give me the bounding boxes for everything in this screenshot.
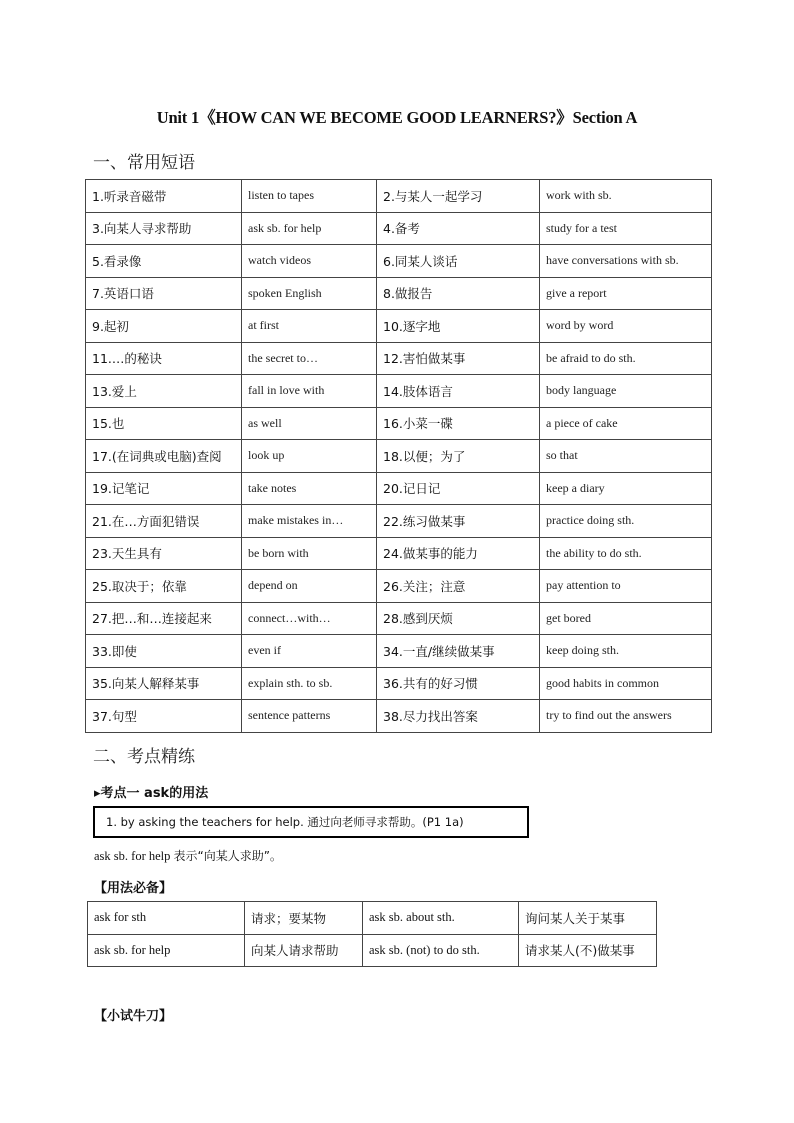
phrase-en: connect…with… xyxy=(242,602,377,635)
phrase-cn: 20.记日记 xyxy=(377,472,540,505)
phrase-en: be born with xyxy=(242,537,377,570)
table-row xyxy=(86,700,712,733)
phrase-en: as well xyxy=(242,407,377,440)
phrase-en: pay attention to xyxy=(540,570,712,603)
table-row xyxy=(86,602,712,635)
usage-pattern: ask sb. for help xyxy=(88,934,245,967)
phrase-en: body language xyxy=(540,375,712,408)
phrase-en: take notes xyxy=(242,472,377,505)
phrase-cn: 2.与某人一起学习 xyxy=(377,180,540,213)
usage-meaning: 请求某人(不)做某事 xyxy=(519,934,657,967)
phrase-cn: 19.记笔记 xyxy=(86,472,242,505)
table-row xyxy=(86,537,712,570)
phrase-en: keep a diary xyxy=(540,472,712,505)
phrase-cn: 8.做报告 xyxy=(377,277,540,310)
phrase-cn: 24.做某事的能力 xyxy=(377,537,540,570)
phrase-cn: 1.听录音磁带 xyxy=(86,180,242,213)
phrase-en: good habits in common xyxy=(540,667,712,700)
phrase-en: so that xyxy=(540,440,712,473)
phrase-en: a piece of cake xyxy=(540,407,712,440)
phrase-en: at first xyxy=(242,310,377,343)
phrase-cn: 17.(在词典或电脑)查阅 xyxy=(86,440,242,473)
table-row xyxy=(86,375,712,408)
table-row xyxy=(86,570,712,603)
phrase-en: watch videos xyxy=(242,245,377,278)
phrase-cn: 25.取决于；依靠 xyxy=(86,570,242,603)
phrase-cn: 6.同某人谈话 xyxy=(377,245,540,278)
phrase-cn: 35.向某人解释某事 xyxy=(86,667,242,700)
phrase-cn: 28.感到厌烦 xyxy=(377,602,540,635)
usage-explanation xyxy=(94,847,282,864)
phrase-en: practice doing sth. xyxy=(540,505,712,538)
usage-pattern: ask for sth xyxy=(88,902,245,935)
phrase-cn: 15.也 xyxy=(86,407,242,440)
phrase-cn: 34.一直/继续做某事 xyxy=(377,635,540,668)
table-row xyxy=(86,277,712,310)
section-heading-exam-points: 二、考点精练 xyxy=(93,747,195,767)
phrase-cn: 26.关注；注意 xyxy=(377,570,540,603)
phrase-en: depend on xyxy=(242,570,377,603)
table-row xyxy=(86,472,712,505)
table-row xyxy=(86,440,712,473)
phrase-cn: 11.…的秘诀 xyxy=(86,342,242,375)
table-row xyxy=(88,934,657,967)
phrase-en: listen to tapes xyxy=(242,180,377,213)
phrase-en: get bored xyxy=(540,602,712,635)
phrase-en: try to find out the answers xyxy=(540,700,712,733)
usage-meaning: 请求；要某物 xyxy=(245,902,363,935)
phrase-en: work with sb. xyxy=(540,180,712,213)
usage-explanation-cn: 表示“向某人求助”。 xyxy=(173,849,282,863)
table-row xyxy=(86,635,712,668)
phrase-cn: 37.句型 xyxy=(86,700,242,733)
phrase-en: explain sth. to sb. xyxy=(242,667,377,700)
phrase-cn: 4.备考 xyxy=(377,212,540,245)
exam-point-title: ▸考点一 ask的用法 xyxy=(94,786,209,801)
phrase-cn: 21.在…方面犯错误 xyxy=(86,505,242,538)
example-sentence: 1. by asking the teachers for help. 通过向老师寻求帮助。(P1 1a) xyxy=(106,815,464,829)
table-row xyxy=(86,342,712,375)
phrase-en: word by word xyxy=(540,310,712,343)
phrase-cn: 18.以便；为了 xyxy=(377,440,540,473)
phrase-cn: 14.肢体语言 xyxy=(377,375,540,408)
phrase-cn: 22.练习做某事 xyxy=(377,505,540,538)
phrase-cn: 13.爱上 xyxy=(86,375,242,408)
usage-pattern: ask sb. about sth. xyxy=(363,902,519,935)
phrase-cn: 10.逐字地 xyxy=(377,310,540,343)
phrase-cn: 9.起初 xyxy=(86,310,242,343)
table-row xyxy=(88,902,657,935)
phrase-table xyxy=(85,179,712,733)
page-title: Unit 1《HOW CAN WE BECOME GOOD LEARNERS?》Section A xyxy=(156,108,638,127)
phrase-cn: 12.害怕做某事 xyxy=(377,342,540,375)
phrase-en: give a report xyxy=(540,277,712,310)
phrase-en: study for a test xyxy=(540,212,712,245)
phrase-cn: 23.天生具有 xyxy=(86,537,242,570)
phrase-en: even if xyxy=(242,635,377,668)
phrase-cn: 7.英语口语 xyxy=(86,277,242,310)
usage-meaning: 询问某人关于某事 xyxy=(519,902,657,935)
section-heading-phrases: 一、常用短语 xyxy=(93,153,195,173)
example-sentence-box xyxy=(93,806,529,838)
phrase-cn: 5.看录像 xyxy=(86,245,242,278)
phrase-en: ask sb. for help xyxy=(242,212,377,245)
table-row xyxy=(86,505,712,538)
phrase-en: look up xyxy=(242,440,377,473)
table-row xyxy=(86,180,712,213)
phrase-en: keep doing sth. xyxy=(540,635,712,668)
phrase-cn: 36.共有的好习惯 xyxy=(377,667,540,700)
usage-heading: 【用法必备】 xyxy=(94,881,173,896)
phrase-en: spoken English xyxy=(242,277,377,310)
usage-meaning: 向某人请求帮助 xyxy=(245,934,363,967)
usage-table xyxy=(87,901,657,967)
phrase-en: the secret to… xyxy=(242,342,377,375)
table-row xyxy=(86,212,712,245)
phrase-en: make mistakes in… xyxy=(242,505,377,538)
table-row xyxy=(86,407,712,440)
table-row xyxy=(86,245,712,278)
practice-heading: 【小试牛刀】 xyxy=(94,1009,173,1024)
usage-explanation-en: ask sb. for help xyxy=(94,849,174,863)
phrase-en: be afraid to do sth. xyxy=(540,342,712,375)
phrase-en: the ability to do sth. xyxy=(540,537,712,570)
phrase-cn: 16.小菜一碟 xyxy=(377,407,540,440)
phrase-en: fall in love with xyxy=(242,375,377,408)
phrase-en: have conversations with sb. xyxy=(540,245,712,278)
phrase-cn: 27.把…和…连接起来 xyxy=(86,602,242,635)
phrase-en: sentence patterns xyxy=(242,700,377,733)
usage-pattern: ask sb. (not) to do sth. xyxy=(363,934,519,967)
table-row xyxy=(86,667,712,700)
phrase-cn: 3.向某人寻求帮助 xyxy=(86,212,242,245)
table-row xyxy=(86,310,712,343)
phrase-cn: 38.尽力找出答案 xyxy=(377,700,540,733)
phrase-cn: 33.即使 xyxy=(86,635,242,668)
